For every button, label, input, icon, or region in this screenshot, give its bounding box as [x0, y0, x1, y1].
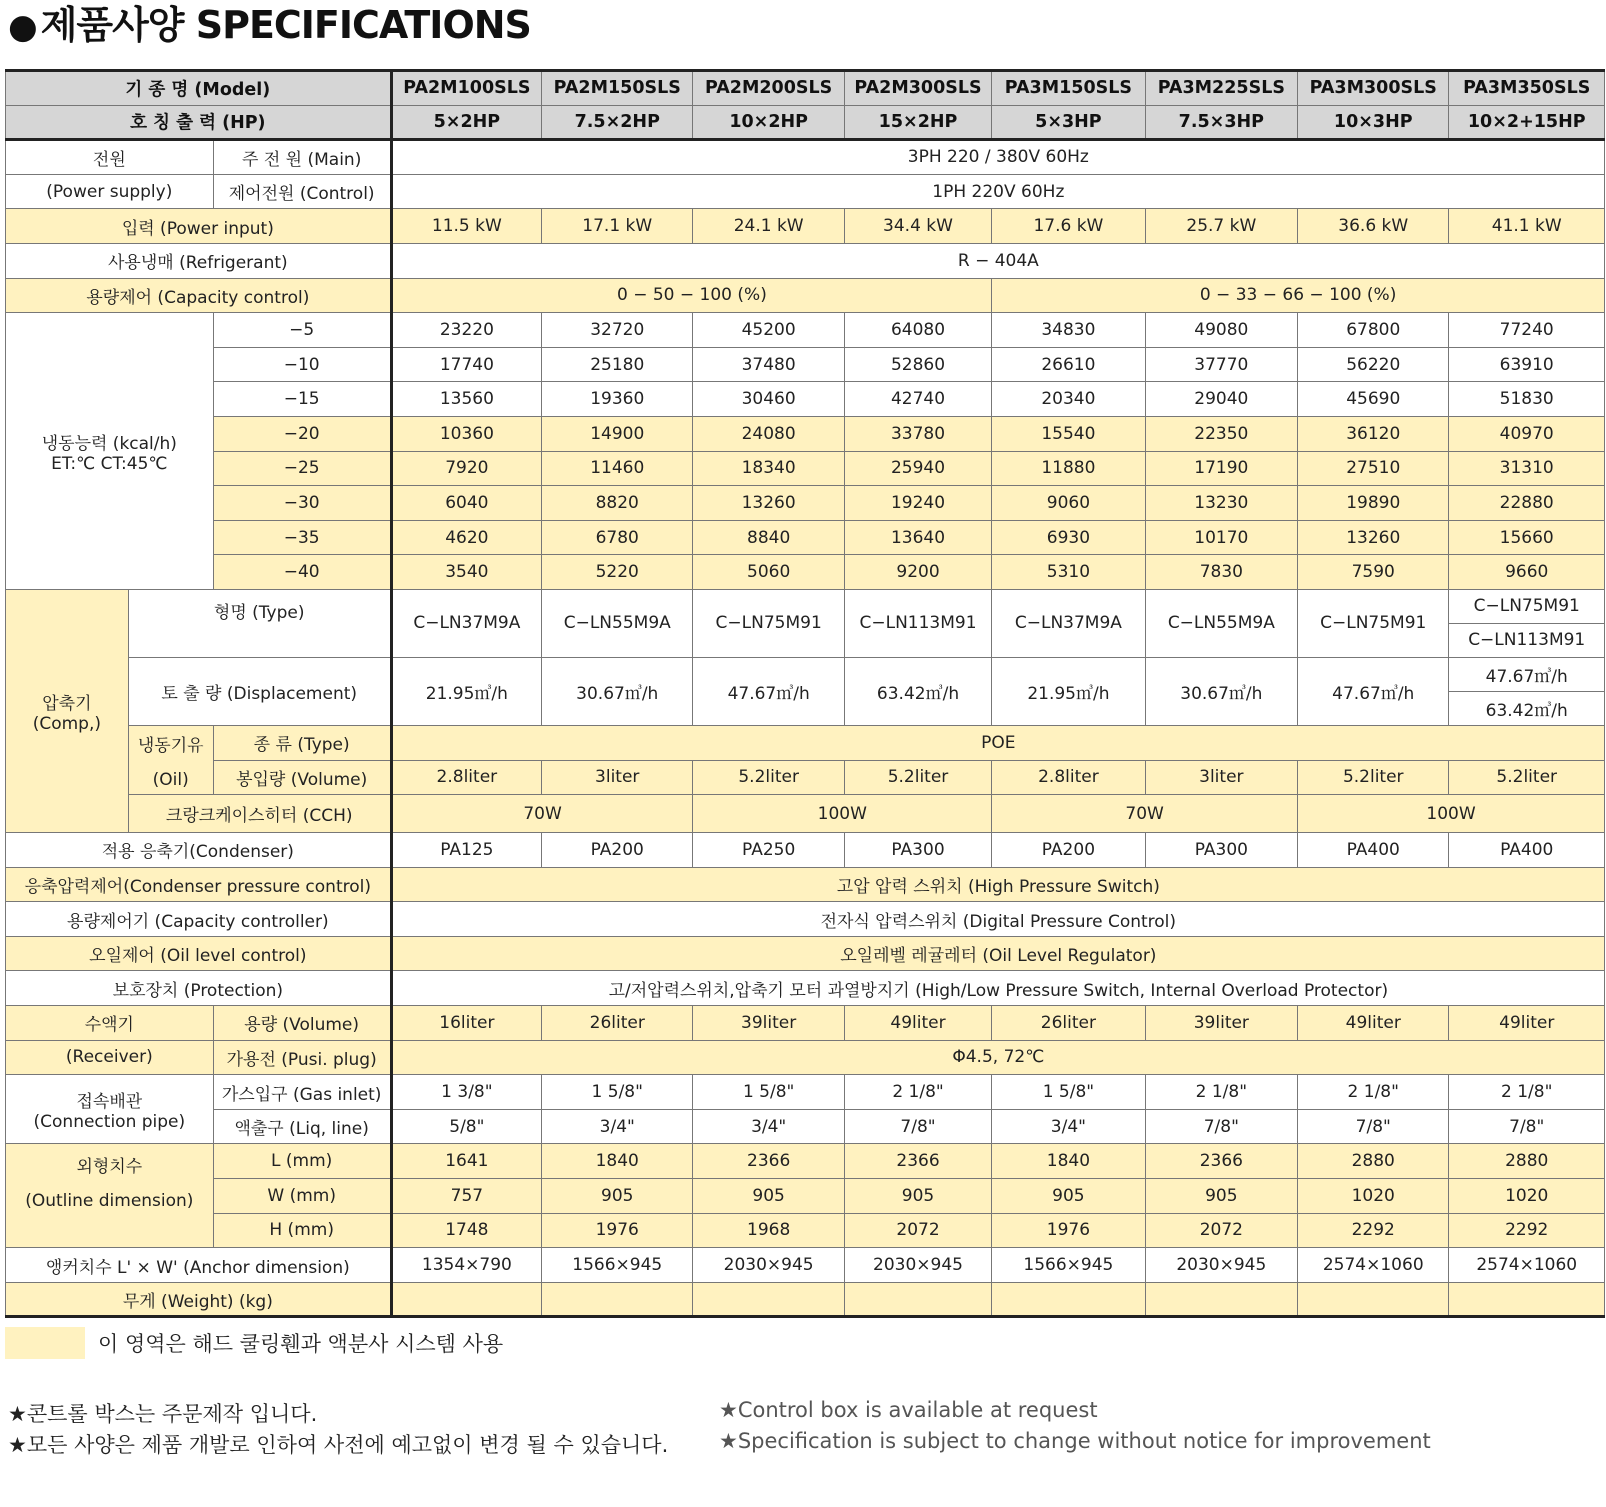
outline-w-label: W (mm) — [213, 1179, 391, 1214]
oil-level-row — [6, 936, 1605, 971]
cooling-value: 13260 — [693, 486, 844, 521]
outline-w: 905 — [542, 1179, 693, 1214]
comp-disp: 30.67㎥/h — [1145, 657, 1297, 725]
compressor-label — [6, 589, 129, 832]
cch-value: 100W — [1298, 795, 1605, 833]
cooling-value: 30460 — [693, 382, 844, 417]
cooling-row — [6, 382, 1605, 417]
note-ko-2: ★모든 사양은 제품 개발로 인하여 사전에 예고없이 변경 될 수 있습니다. — [8, 1433, 669, 1457]
note-ko-1: ★콘트롤 박스는 주문제작 입니다. — [8, 1402, 318, 1426]
condenser-label: 적용 응축기(Condenser) — [6, 833, 392, 868]
refrigerant-row — [6, 243, 1605, 278]
pipe-liq-label: 액출구 (Liq, line) — [213, 1109, 391, 1144]
pipe-gas: 1 5/8" — [693, 1075, 844, 1110]
cooling-value: 37480 — [693, 347, 844, 382]
condenser-row — [6, 833, 1605, 868]
outline-l-row — [6, 1144, 1605, 1179]
power-input-label: 입력 (Power input) — [6, 209, 392, 244]
cooling-value: 14900 — [542, 416, 693, 451]
outline-w: 905 — [992, 1179, 1145, 1214]
outline-h: 2292 — [1449, 1213, 1605, 1248]
pipe-gas: 2 1/8" — [1449, 1075, 1605, 1110]
cooling-value: 26610 — [992, 347, 1145, 382]
model-name: PA2M100SLS — [391, 71, 541, 106]
power-input-value: 11.5 kW — [391, 209, 541, 244]
cch-value: 70W — [992, 795, 1298, 833]
capacity-control-row — [6, 278, 1605, 313]
pipe-liq-row — [6, 1109, 1605, 1144]
power-control-label: 제어전원 (Control) — [213, 174, 391, 209]
cooling-value: 7920 — [391, 451, 541, 486]
oil-volume: 2.8liter — [992, 760, 1145, 795]
outline-h-row — [6, 1213, 1605, 1248]
receiver-volume: 49liter — [1449, 1006, 1605, 1041]
model-name: PA2M200SLS — [693, 71, 844, 106]
cooling-value: 4620 — [391, 520, 541, 555]
cooling-value: 9060 — [992, 486, 1145, 521]
weight-value — [844, 1282, 991, 1317]
oil-volume-row — [6, 760, 1605, 795]
power-input-value: 24.1 kW — [693, 209, 844, 244]
refrigerant-label: 사용냉매 (Refrigerant) — [6, 243, 392, 278]
oil-label — [128, 725, 213, 794]
pipe-liq: 5/8" — [391, 1109, 541, 1144]
oil-volume: 5.2liter — [693, 760, 844, 795]
cond-pressure-row — [6, 867, 1605, 902]
hp-value: 5×3HP — [992, 105, 1145, 140]
cooling-row — [6, 347, 1605, 382]
cch-label: 크랑크케이스히터 (CCH) — [128, 795, 391, 833]
cooling-value: 5310 — [992, 555, 1145, 590]
receiver-volume-row — [6, 1006, 1605, 1041]
oil-level-label: 오일제어 (Oil level control) — [6, 936, 392, 971]
anchor-value: 1354×790 — [391, 1248, 541, 1283]
outline-l: 1840 — [542, 1144, 693, 1179]
oil-level-value: 오일레벨 레귤레터 (Oil Level Regulator) — [391, 936, 1604, 971]
receiver-plug-value: Φ4.5, 72℃ — [391, 1040, 1604, 1075]
cooling-value: 63910 — [1449, 347, 1605, 382]
receiver-volume: 26liter — [542, 1006, 693, 1041]
model-name: PA3M350SLS — [1449, 71, 1605, 106]
capacity-control-2m: 0 − 50 − 100 (%) — [391, 278, 992, 313]
hp-label: 호 칭 출 력 (HP) — [6, 105, 392, 140]
pipe-gas-label: 가스입구 (Gas inlet) — [213, 1075, 391, 1110]
condenser-value: PA250 — [693, 833, 844, 868]
condenser-value: PA200 — [542, 833, 693, 868]
weight-value — [1298, 1282, 1449, 1317]
oil-type-value: POE — [391, 725, 1604, 760]
outline-w: 905 — [844, 1179, 991, 1214]
cooling-value: 5060 — [693, 555, 844, 590]
power-input-row — [6, 209, 1605, 244]
legend-text: 이 영역은 해드 쿨링휀과 액분사 시스템 사용 — [98, 1332, 504, 1356]
cooling-value: 27510 — [1298, 451, 1449, 486]
pipe-gas: 2 1/8" — [844, 1075, 991, 1110]
capacity-control-3m: 0 − 33 − 66 − 100 (%) — [992, 278, 1605, 313]
weight-value — [992, 1282, 1145, 1317]
cooling-value: 45200 — [693, 313, 844, 348]
pipe-gas: 1 5/8" — [992, 1075, 1145, 1110]
comp-disp-row — [6, 657, 1605, 691]
bullet-icon: ● — [8, 7, 37, 47]
power-input-value: 25.7 kW — [1145, 209, 1297, 244]
cooling-value: 20340 — [992, 382, 1145, 417]
cooling-value: 33780 — [844, 416, 991, 451]
pipe-gas: 2 1/8" — [1145, 1075, 1297, 1110]
anchor-value: 2574×1060 — [1298, 1248, 1449, 1283]
comp-type: C−LN113M91 — [1449, 623, 1605, 657]
cooling-value: 10360 — [391, 416, 541, 451]
outline-l: 2366 — [1145, 1144, 1297, 1179]
anchor-row — [6, 1248, 1605, 1283]
cooling-value: 24080 — [693, 416, 844, 451]
cooling-value: 7590 — [1298, 555, 1449, 590]
oil-label-ko: 냉동기유 — [137, 735, 204, 756]
power-input-value: 36.6 kW — [1298, 209, 1449, 244]
cch-value: 100W — [693, 795, 992, 833]
anchor-value: 1566×945 — [992, 1248, 1145, 1283]
cooling-value: 9200 — [844, 555, 991, 590]
outline-h: 1976 — [542, 1213, 693, 1248]
anchor-value: 2030×945 — [844, 1248, 991, 1283]
et-value: −10 — [213, 347, 391, 382]
et-value: −30 — [213, 486, 391, 521]
header-model-row — [6, 71, 1605, 106]
anchor-label: 앵커치수 L' × W' (Anchor dimension) — [6, 1248, 392, 1283]
pipe-liq: 3/4" — [992, 1109, 1145, 1144]
comp-disp: 63.42㎥/h — [844, 657, 991, 725]
cooling-value: 64080 — [844, 313, 991, 348]
receiver-label-en: (Receiver) — [6, 1040, 214, 1075]
cooling-value: 8820 — [542, 486, 693, 521]
cooling-value: 8840 — [693, 520, 844, 555]
protection-label: 보호장치 (Protection) — [6, 971, 392, 1006]
comp-disp: 47.67㎥/h — [1449, 657, 1605, 691]
power-input-value: 34.4 kW — [844, 209, 991, 244]
oil-volume: 5.2liter — [844, 760, 991, 795]
receiver-volume: 49liter — [1298, 1006, 1449, 1041]
oil-type-row — [6, 725, 1605, 760]
receiver-plug-row — [6, 1040, 1605, 1075]
receiver-volume: 16liter — [391, 1006, 541, 1041]
pipe-liq: 7/8" — [1298, 1109, 1449, 1144]
receiver-plug-label: 가용전 (Pusi. plug) — [213, 1040, 391, 1075]
outline-h: 1976 — [992, 1213, 1145, 1248]
weight-label: 무게 (Weight) (kg) — [6, 1282, 392, 1317]
et-value: −25 — [213, 451, 391, 486]
cooling-value: 34830 — [992, 313, 1145, 348]
cooling-value: 6040 — [391, 486, 541, 521]
comp-disp: 21.95㎥/h — [992, 657, 1145, 725]
power-control-value: 1PH 220V 60Hz — [391, 174, 1604, 209]
pipe-label-en: (Connection pipe) — [33, 1111, 186, 1132]
compressor-label-en: (Comp,) — [32, 713, 102, 734]
outline-w: 757 — [391, 1179, 541, 1214]
power-input-value: 41.1 kW — [1449, 209, 1605, 244]
cooling-value: 13230 — [1145, 486, 1297, 521]
outline-h: 2072 — [844, 1213, 991, 1248]
cond-pressure-label: 응축압력제어(Condenser pressure control) — [6, 867, 392, 902]
pipe-liq: 7/8" — [844, 1109, 991, 1144]
page-title — [8, 0, 531, 58]
outline-w: 1020 — [1449, 1179, 1605, 1214]
weight-value — [391, 1282, 541, 1317]
et-value: −35 — [213, 520, 391, 555]
pipe-label — [6, 1075, 214, 1144]
cooling-value: 42740 — [844, 382, 991, 417]
weight-value — [693, 1282, 844, 1317]
condenser-value: PA125 — [391, 833, 541, 868]
condenser-value: PA200 — [992, 833, 1145, 868]
hp-value: 10×2+15HP — [1449, 105, 1605, 140]
capacity-control-label: 용량제어 (Capacity control) — [6, 278, 392, 313]
outline-label-en: (Outline dimension) — [25, 1191, 194, 1212]
receiver-volume: 39liter — [693, 1006, 844, 1041]
comp-disp: 47.67㎥/h — [1298, 657, 1449, 725]
model-name: PA2M300SLS — [844, 71, 991, 106]
outline-w: 1020 — [1298, 1179, 1449, 1214]
pipe-liq: 3/4" — [542, 1109, 693, 1144]
cooling-value: 45690 — [1298, 382, 1449, 417]
power-supply-label-en: (Power supply) — [6, 174, 214, 209]
weight-row — [6, 1282, 1605, 1317]
outline-label-ko: 외형치수 — [76, 1157, 143, 1178]
comp-disp: 63.42㎥/h — [1449, 691, 1605, 725]
comp-type: C−LN37M9A — [391, 589, 541, 657]
pipe-gas: 1 5/8" — [542, 1075, 693, 1110]
cooling-value: 51830 — [1449, 382, 1605, 417]
cooling-value: 22880 — [1449, 486, 1605, 521]
outline-label — [6, 1144, 214, 1248]
oil-volume: 2.8liter — [391, 760, 541, 795]
power-main-label: 주 전 원 (Main) — [213, 140, 391, 175]
outline-w-row — [6, 1179, 1605, 1214]
model-name: PA3M225SLS — [1145, 71, 1297, 106]
outline-l: 2366 — [693, 1144, 844, 1179]
oil-label-en: (Oil) — [152, 769, 189, 790]
et-value: −5 — [213, 313, 391, 348]
cooling-row — [6, 555, 1605, 590]
cooling-row — [6, 486, 1605, 521]
cooling-row — [6, 416, 1605, 451]
receiver-volume-label: 용량 (Volume) — [213, 1006, 391, 1041]
pipe-liq: 7/8" — [1449, 1109, 1605, 1144]
protection-row — [6, 971, 1605, 1006]
protection-value: 고/저압력스위치,압축기 모터 과열방지기 (High/Low Pressure Switch, Internal Overload Protector) — [391, 971, 1604, 1006]
et-value: −15 — [213, 382, 391, 417]
cooling-value: 19360 — [542, 382, 693, 417]
outline-h: 2072 — [1145, 1213, 1297, 1248]
cooling-value: 25940 — [844, 451, 991, 486]
oil-volume: 3liter — [1145, 760, 1297, 795]
header-hp-row — [6, 105, 1605, 140]
comp-type: C−LN113M91 — [844, 589, 991, 657]
comp-disp: 30.67㎥/h — [542, 657, 693, 725]
anchor-value: 2030×945 — [1145, 1248, 1297, 1283]
cooling-value: 18340 — [693, 451, 844, 486]
outline-l: 2880 — [1449, 1144, 1605, 1179]
cooling-value: 19890 — [1298, 486, 1449, 521]
power-input-value: 17.1 kW — [542, 209, 693, 244]
cooling-value: 37770 — [1145, 347, 1297, 382]
cooling-value: 13640 — [844, 520, 991, 555]
cooling-value: 11460 — [542, 451, 693, 486]
oil-volume: 5.2liter — [1298, 760, 1449, 795]
comp-disp: 47.67㎥/h — [693, 657, 844, 725]
comp-type: C−LN55M9A — [1145, 589, 1297, 657]
comp-type: C−LN75M91 — [1449, 589, 1605, 623]
cooling-row — [6, 313, 1605, 348]
pipe-gas: 2 1/8" — [1298, 1075, 1449, 1110]
outline-w: 905 — [693, 1179, 844, 1214]
legend-swatch — [5, 1327, 85, 1359]
oil-type-label: 종 류 (Type) — [213, 725, 391, 760]
cooling-row — [6, 520, 1605, 555]
cooling-value: 5220 — [542, 555, 693, 590]
hp-value: 10×2HP — [693, 105, 844, 140]
model-name: PA3M150SLS — [992, 71, 1145, 106]
comp-type: C−LN37M9A — [992, 589, 1145, 657]
cond-pressure-value: 고압 압력 스위치 (High Pressure Switch) — [391, 867, 1604, 902]
receiver-label: 수액기 — [6, 1006, 214, 1041]
power-supply-label: 전원 — [6, 140, 214, 175]
capacity-controller-row — [6, 902, 1605, 937]
condenser-value: PA300 — [844, 833, 991, 868]
power-main-value: 3PH 220 / 380V 60Hz — [391, 140, 1604, 175]
cch-row — [6, 795, 1605, 833]
outline-l: 1840 — [992, 1144, 1145, 1179]
pipe-label-ko: 접속배관 — [76, 1091, 143, 1112]
comp-type-row — [6, 589, 1605, 623]
et-value: −40 — [213, 555, 391, 590]
cooling-value: 56220 — [1298, 347, 1449, 382]
pipe-liq: 3/4" — [693, 1109, 844, 1144]
cooling-value: 13260 — [1298, 520, 1449, 555]
cooling-label — [6, 313, 214, 590]
cooling-value: 77240 — [1449, 313, 1605, 348]
compressor-label-ko: 압축기 — [42, 693, 92, 714]
note-en-1: ★Control box is available at request — [719, 1398, 1098, 1422]
outline-l-label: L (mm) — [213, 1144, 391, 1179]
power-control-row — [6, 174, 1605, 209]
cooling-value: 40970 — [1449, 416, 1605, 451]
page-title-text: 제품사양 SPECIFICATIONS — [40, 3, 531, 47]
cooling-label-sub: ET:℃ CT:45℃ — [51, 453, 168, 474]
oil-volume: 3liter — [542, 760, 693, 795]
oil-volume-label: 봉입량 (Volume) — [213, 760, 391, 795]
cooling-value: 9660 — [1449, 555, 1605, 590]
hp-value: 10×3HP — [1298, 105, 1449, 140]
cch-value: 70W — [391, 795, 693, 833]
hp-value: 7.5×2HP — [542, 105, 693, 140]
hp-value: 15×2HP — [844, 105, 991, 140]
spec-table — [5, 69, 1605, 1318]
comp-disp: 21.95㎥/h — [391, 657, 541, 725]
cooling-value: 6780 — [542, 520, 693, 555]
cooling-value: 3540 — [391, 555, 541, 590]
outline-h-label: H (mm) — [213, 1213, 391, 1248]
comp-type: C−LN75M91 — [693, 589, 844, 657]
outline-w: 905 — [1145, 1179, 1297, 1214]
outline-l: 2366 — [844, 1144, 991, 1179]
cooling-value: 17740 — [391, 347, 541, 382]
cooling-value: 67800 — [1298, 313, 1449, 348]
anchor-value: 1566×945 — [542, 1248, 693, 1283]
cooling-value: 7830 — [1145, 555, 1297, 590]
cooling-value: 15660 — [1449, 520, 1605, 555]
pipe-liq: 7/8" — [1145, 1109, 1297, 1144]
comp-type: C−LN55M9A — [542, 589, 693, 657]
model-label: 기 종 명 (Model) — [6, 71, 392, 106]
et-value: −20 — [213, 416, 391, 451]
condenser-value: PA300 — [1145, 833, 1297, 868]
comp-disp-label: 토 출 량 (Displacement) — [128, 657, 391, 725]
pipe-gas-row — [6, 1075, 1605, 1110]
cooling-value: 11880 — [992, 451, 1145, 486]
cooling-value: 36120 — [1298, 416, 1449, 451]
cooling-value: 52860 — [844, 347, 991, 382]
outline-h: 1968 — [693, 1213, 844, 1248]
cooling-row — [6, 451, 1605, 486]
cooling-value: 10170 — [1145, 520, 1297, 555]
cooling-value: 13560 — [391, 382, 541, 417]
note-en-2: ★Specification is subject to change without notice for improvement — [719, 1429, 1431, 1453]
weight-value — [1449, 1282, 1605, 1317]
cooling-value: 25180 — [542, 347, 693, 382]
hp-value: 5×2HP — [391, 105, 541, 140]
cooling-value: 49080 — [1145, 313, 1297, 348]
comp-type-label: 형명 (Type) — [128, 589, 391, 657]
cooling-value: 29040 — [1145, 382, 1297, 417]
cooling-value: 6930 — [992, 520, 1145, 555]
refrigerant-value: R − 404A — [391, 243, 1604, 278]
capacity-controller-value: 전자식 압력스위치 (Digital Pressure Control) — [391, 902, 1604, 937]
outline-l: 2880 — [1298, 1144, 1449, 1179]
cooling-value: 32720 — [542, 313, 693, 348]
power-input-value: 17.6 kW — [992, 209, 1145, 244]
outline-h: 1748 — [391, 1213, 541, 1248]
weight-value — [1145, 1282, 1297, 1317]
oil-volume: 5.2liter — [1449, 760, 1605, 795]
cooling-label-main: 냉동능력 (kcal/h) — [41, 433, 177, 454]
cooling-value: 19240 — [844, 486, 991, 521]
cooling-value: 15540 — [992, 416, 1145, 451]
receiver-volume: 39liter — [1145, 1006, 1297, 1041]
cooling-value: 23220 — [391, 313, 541, 348]
outline-l: 1641 — [391, 1144, 541, 1179]
receiver-volume: 26liter — [992, 1006, 1145, 1041]
condenser-value: PA400 — [1298, 833, 1449, 868]
weight-value — [542, 1282, 693, 1317]
cooling-value: 31310 — [1449, 451, 1605, 486]
model-name: PA2M150SLS — [542, 71, 693, 106]
comp-type: C−LN75M91 — [1298, 589, 1449, 657]
anchor-value: 2030×945 — [693, 1248, 844, 1283]
pipe-gas: 1 3/8" — [391, 1075, 541, 1110]
hp-value: 7.5×3HP — [1145, 105, 1297, 140]
outline-h: 2292 — [1298, 1213, 1449, 1248]
model-name: PA3M300SLS — [1298, 71, 1449, 106]
receiver-volume: 49liter — [844, 1006, 991, 1041]
condenser-value: PA400 — [1449, 833, 1605, 868]
capacity-controller-label: 용량제어기 (Capacity controller) — [6, 902, 392, 937]
cooling-value: 22350 — [1145, 416, 1297, 451]
cooling-value: 17190 — [1145, 451, 1297, 486]
anchor-value: 2574×1060 — [1449, 1248, 1605, 1283]
power-main-row — [6, 140, 1605, 175]
